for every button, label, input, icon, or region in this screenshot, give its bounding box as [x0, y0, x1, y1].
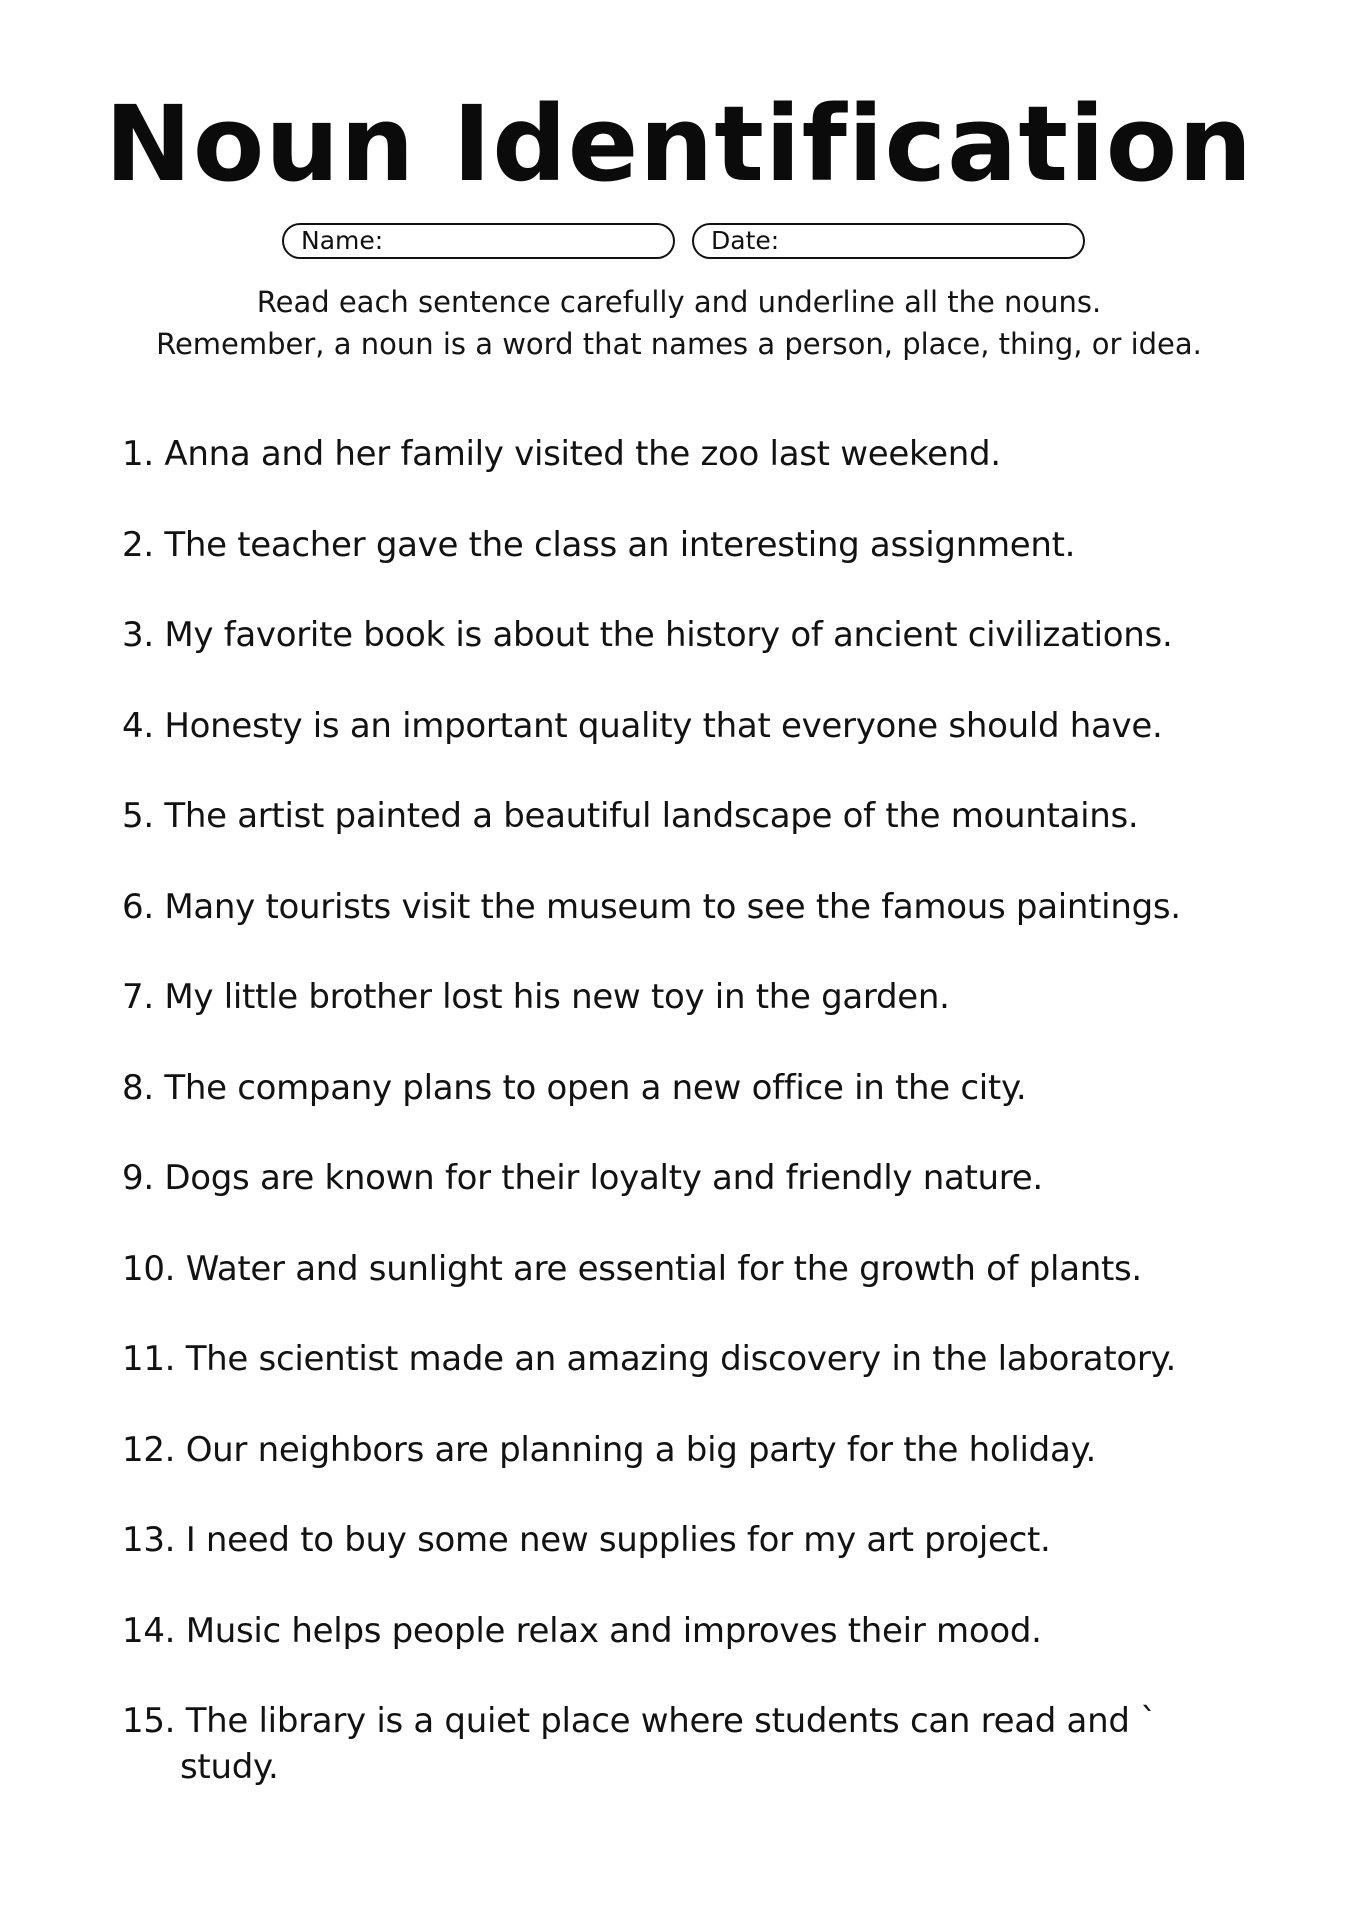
question-number: 14.: [122, 1610, 176, 1651]
question-number: 8.: [122, 1067, 154, 1108]
question-text: Music helps people relax and improves their mood.: [185, 1610, 1042, 1651]
question-text: Our neighbors are planning a big party for the holiday.: [185, 1429, 1096, 1470]
question-item: [122, 973, 1252, 1064]
question-item: [122, 1426, 1252, 1517]
question-text: I need to buy some new supplies for my art project.: [185, 1520, 1051, 1560]
question-text: Anna and her family visited the zoo last weekend.: [164, 434, 1001, 474]
question-text: The scientist made an amazing discovery in the laboratory.: [185, 1339, 1177, 1379]
header-fields: [0, 223, 1358, 265]
question-number: 12.: [122, 1429, 176, 1470]
question-number: 5.: [122, 796, 154, 836]
question-number: 13.: [122, 1520, 176, 1560]
question-item: [122, 792, 1252, 883]
question-number: 9.: [122, 1158, 154, 1198]
instruction-line: Read each sentence carefully and underline all the nouns.: [256, 285, 1102, 319]
instruction-line: Remember, a noun is a word that names a person, place, thing, or idea.: [156, 327, 1202, 361]
question-item: [122, 1064, 1252, 1155]
question-text: The company plans to open a new office in the city.: [164, 1067, 1027, 1108]
question-number: 1.: [122, 434, 154, 474]
question-number: 7.: [122, 977, 154, 1017]
question-text: The artist painted a beautiful landscape of the mountains.: [164, 796, 1139, 836]
question-number: 6.: [122, 886, 154, 927]
question-item: [122, 1516, 1252, 1607]
question-text: Many tourists visit the museum to see the famous paintings.: [164, 886, 1181, 927]
question-number: 3.: [122, 615, 154, 655]
question-text: My little brother lost his new toy in the garden.: [164, 977, 950, 1017]
question-item: [122, 1697, 1252, 1789]
name-field[interactable]: [282, 223, 675, 259]
question-item: [122, 702, 1252, 793]
question-item: [122, 430, 1252, 521]
question-item: [122, 883, 1252, 974]
question-item: [122, 1607, 1252, 1698]
question-text: Honesty is an important quality that everyone should have.: [164, 705, 1163, 746]
question-text: The teacher gave the class an interesting assignment.: [164, 524, 1076, 565]
question-number: 4.: [122, 705, 154, 746]
name-label: Name:: [301, 226, 384, 255]
question-item: [122, 611, 1252, 702]
question-text: Dogs are known for their loyalty and friendly nature.: [164, 1158, 1043, 1198]
question-list: [122, 430, 1252, 1789]
question-text-continuation: study.: [180, 1747, 279, 1787]
date-field[interactable]: [692, 223, 1085, 259]
question-item: [122, 1154, 1252, 1245]
question-text: The library is a quiet place where students can read and `: [185, 1701, 1157, 1741]
question-item: [122, 1335, 1252, 1426]
question-number: 11.: [122, 1339, 176, 1379]
question-text: Water and sunlight are essential for the growth of plants.: [185, 1248, 1142, 1289]
worksheet-title: Noun Identification: [104, 83, 1254, 205]
question-item: [122, 1245, 1252, 1336]
question-number: 15.: [122, 1701, 176, 1741]
question-number: 10.: [122, 1248, 176, 1289]
instructions: [0, 281, 1358, 365]
question-item: [122, 521, 1252, 612]
question-number: 2.: [122, 524, 154, 565]
question-text: My favorite book is about the history of ancient civilizations.: [164, 615, 1173, 655]
date-label: Date:: [711, 226, 780, 255]
